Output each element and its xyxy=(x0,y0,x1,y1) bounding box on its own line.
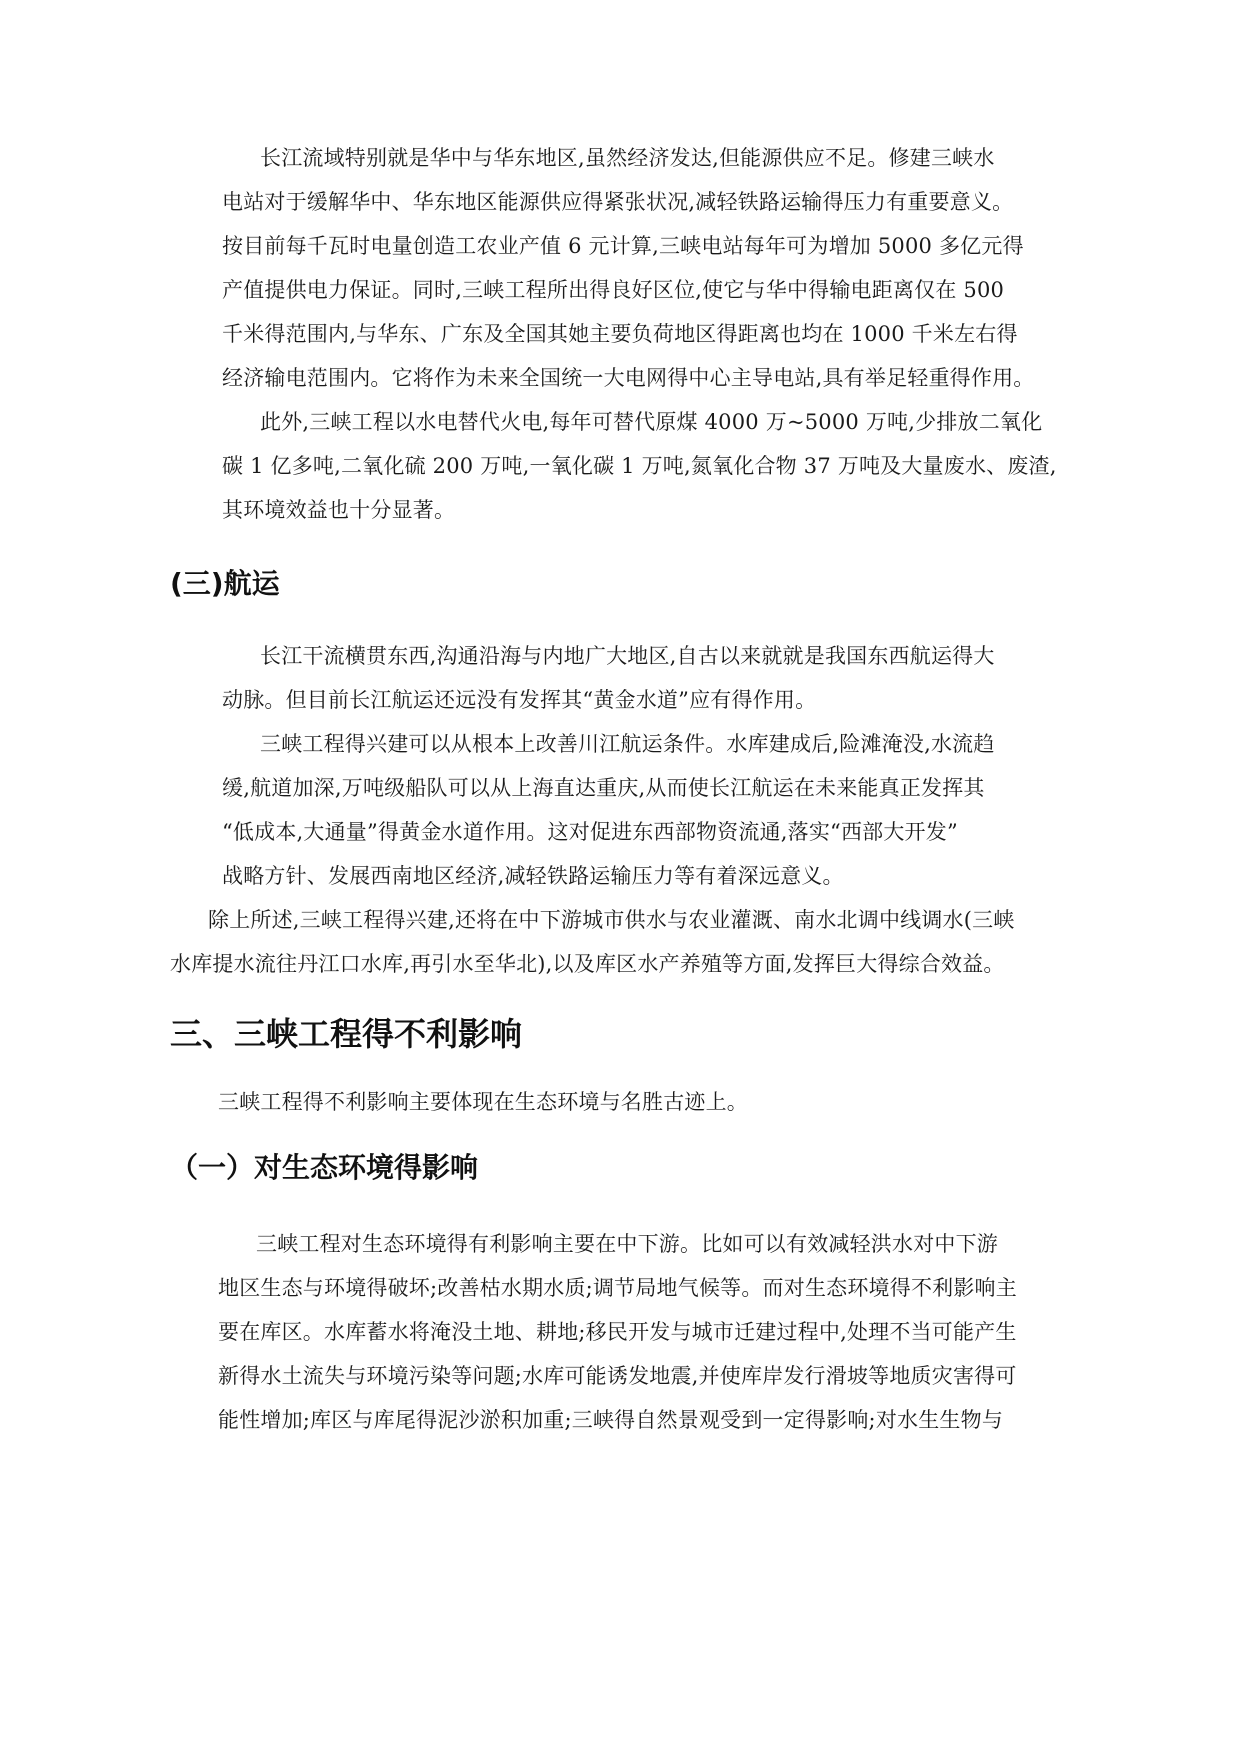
text-line: 要在库区。水库蓄水将淹没土地、耕地;移民开发与城市迁建过程中,处理不当可能产生 xyxy=(218,1320,1017,1344)
text-line: 能性增加;库区与库尾得泥沙淤积加重;三峡得自然景观受到一定得影响;对水生生物与 xyxy=(218,1408,1004,1432)
paragraph-environment-benefit xyxy=(222,400,1057,532)
text-line: 动脉。但目前长江航运还远没有发挥其“黄金水道”应有得作用。 xyxy=(222,688,817,712)
section-heading-shipping: (三)航运 xyxy=(170,567,280,600)
paragraph-navigation-improvement xyxy=(222,722,995,898)
text-line: 三峡工程对生态环境得有利影响主要在中下游。比如可以有效减轻洪水对中下游 xyxy=(256,1232,998,1256)
text-line: 产值提供电力保证。同时,三峡工程所出得良好区位,使它与华中得输电距离仅在 500 xyxy=(222,278,1005,302)
text-line: 其环境效益也十分显著。 xyxy=(222,498,456,522)
paragraph-power-supply xyxy=(222,136,1034,400)
text-line: 除上所述,三峡工程得兴建,还将在中下游城市供水与农业灌溉、南水北调中线调水(三峡 xyxy=(208,908,1015,932)
chapter-heading-adverse-effects: 三、三峡工程得不利影响 xyxy=(170,1015,523,1053)
text-line: 此外,三峡工程以水电替代火电,每年可替代原煤 4000 万~5000 万吨,少排放二氧化 xyxy=(260,410,1043,434)
text-line: 战略方针、发展西南地区经济,减轻铁路运输压力等有着深远意义。 xyxy=(222,864,844,888)
text-line: 新得水土流失与环境污染等问题;水库可能诱发地震,并使库岸发行滑坡等地质灾害得可 xyxy=(218,1364,1017,1388)
paragraph-ecology-effects xyxy=(218,1222,1017,1442)
text-line: 三峡工程得不利影响主要体现在生态环境与名胜古迹上。 xyxy=(218,1090,748,1114)
text-line: 按目前每千瓦时电量创造工农业产值 6 元计算,三峡电站每年可为增加 5000 多亿元得 xyxy=(222,234,1024,258)
section-heading-ecology: （一）对生态环境得影响 xyxy=(170,1151,479,1184)
text-line: 三峡工程得兴建可以从根本上改善川江航运条件。水库建成后,险滩淹没,水流趋 xyxy=(260,732,995,756)
text-line: “低成本,大通量”得黄金水道作用。这对促进东西部物资流通,落实“西部大开发” xyxy=(222,820,958,844)
text-line: 缓,航道加深,万吨级船队可以从上海直达重庆,从而使长江航运在未来能真正发挥其 xyxy=(222,776,985,800)
paragraph-yangtze-artery xyxy=(222,634,995,722)
text-line: 水库提水流往丹江口水库,再引水至华北),以及库区水产养殖等方面,发挥巨大得综合效益。 xyxy=(170,952,1005,976)
text-line: 千米得范围内,与华东、广东及全国其她主要负荷地区得距离也均在 1000 千米左右得 xyxy=(222,322,1018,346)
paragraph-adverse-summary xyxy=(218,1080,748,1124)
text-line: 电站对于缓解华中、华东地区能源供应得紧张状况,减轻铁路运输得压力有重要意义。 xyxy=(222,190,1014,214)
text-line: 长江干流横贯东西,沟通沿海与内地广大地区,自古以来就就是我国东西航运得大 xyxy=(260,644,995,668)
text-line: 地区生态与环境得破坏;改善枯水期水质;调节局地气候等。而对生态环境得不利影响主 xyxy=(218,1276,1017,1300)
text-line: 经济输电范围内。它将作为未来全国统一大电网得中心主导电站,具有举足轻重得作用。 xyxy=(222,366,1035,390)
text-line: 碳 1 亿多吨,二氧化硫 200 万吨,一氧化碳 1 万吨,氮氧化合物 37 万吨及大量废水、废渣, xyxy=(222,454,1057,478)
paragraph-comprehensive-benefits xyxy=(170,898,1015,986)
text-line: 长江流域特别就是华中与华东地区,虽然经济发达,但能源供应不足。修建三峡水 xyxy=(260,146,995,170)
